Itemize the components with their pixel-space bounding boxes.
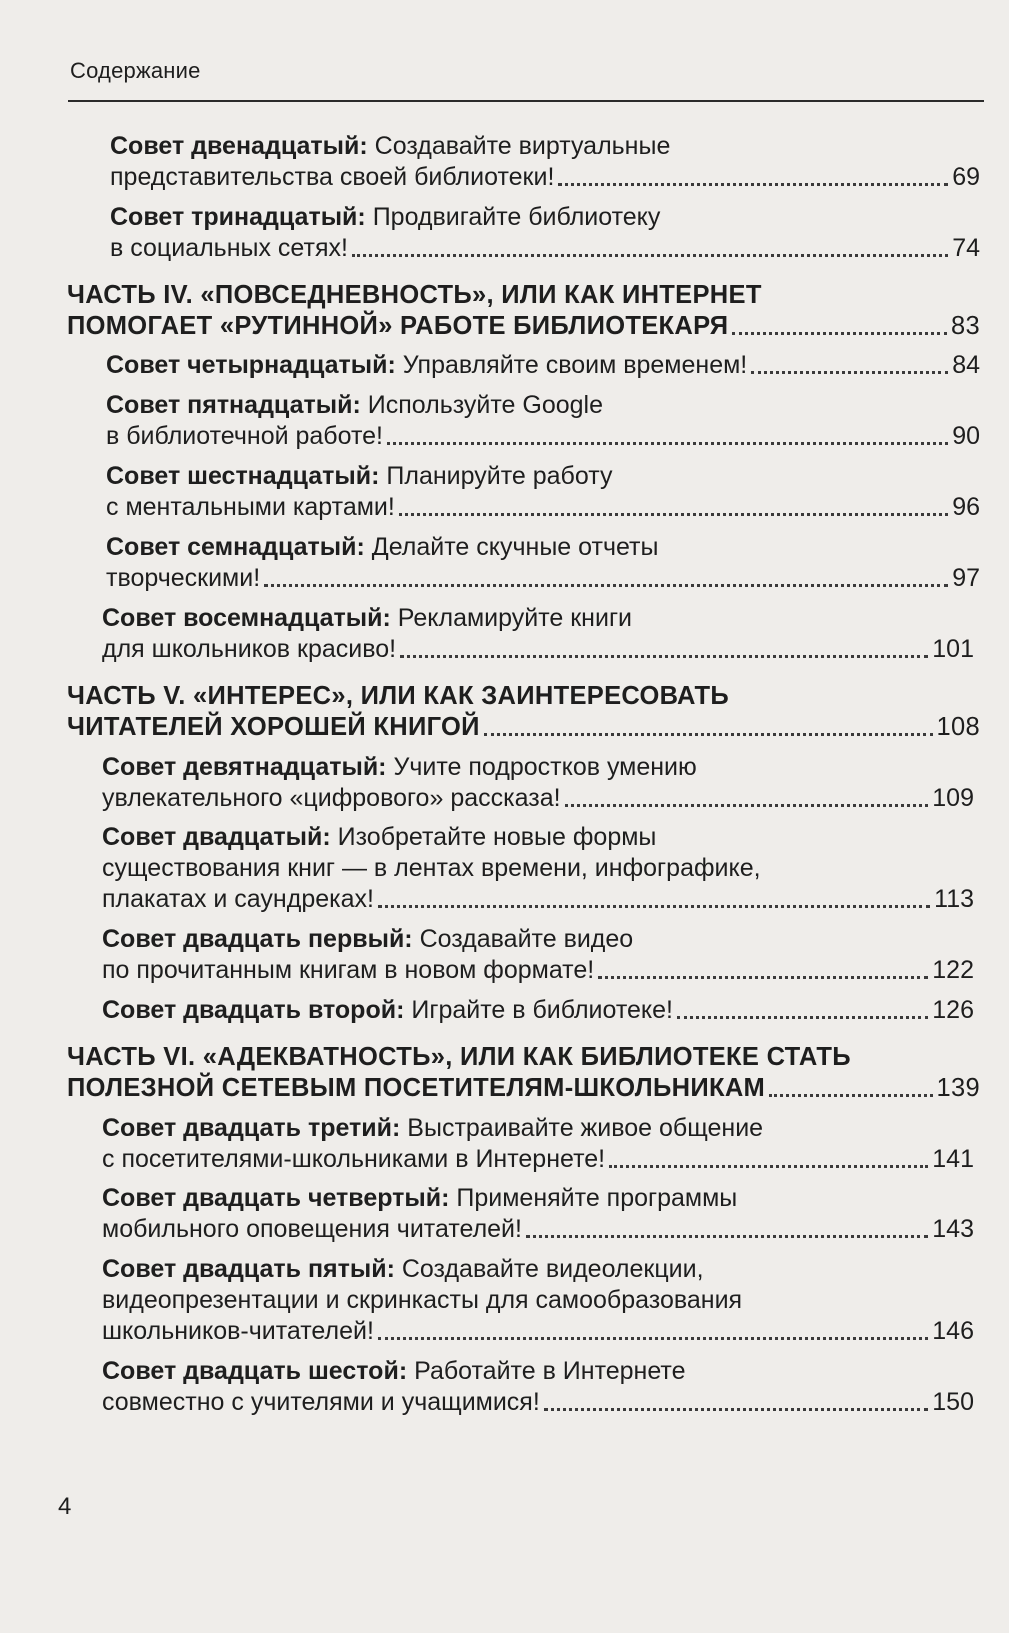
header-rule — [68, 100, 984, 102]
toc-line — [102, 1285, 974, 1316]
toc-line — [67, 712, 980, 743]
tip-label: Совет семнадцатый: — [106, 533, 365, 561]
toc-line — [102, 1113, 974, 1144]
toc-line — [67, 1042, 980, 1073]
tip-title-text: Учите подростков умению — [393, 753, 697, 781]
tip-title-text: Выстраивайте живое общение — [407, 1114, 764, 1142]
dot-leader — [400, 655, 928, 658]
dot-leader — [399, 513, 948, 516]
dot-leader — [526, 1235, 928, 1238]
tip-title-text: плакатах и саундреках! — [102, 885, 374, 913]
toc-page-number: 146 — [932, 1317, 974, 1345]
page-header: Содержание — [70, 58, 201, 83]
toc-line — [102, 1144, 974, 1175]
tip-label: Совет двадцать четвертый: — [102, 1184, 450, 1212]
toc-page-number: 97 — [952, 564, 980, 592]
tip-label: Совет двадцать второй: — [102, 996, 405, 1024]
toc-page-number: 126 — [932, 996, 974, 1024]
toc-part-entry — [67, 1042, 980, 1104]
dot-leader — [769, 1094, 932, 1097]
toc-line — [102, 634, 974, 665]
toc-line — [106, 461, 980, 492]
toc-tip-entry — [110, 202, 980, 264]
dot-leader — [378, 1337, 928, 1340]
toc-line — [106, 492, 980, 523]
part-title-text: ЧАСТЬ V. «ИНТЕРЕС», ИЛИ КАК ЗАИНТЕРЕСОВАТЬ — [67, 682, 730, 710]
dot-leader — [609, 1165, 928, 1168]
toc-page-number: 83 — [951, 312, 980, 340]
tip-title-text: Управляйте своим временем! — [402, 351, 748, 379]
toc-page-number: 143 — [932, 1215, 974, 1243]
tip-title-text: Создавайте видео — [419, 925, 634, 953]
tip-title-text: Планируйте работу — [386, 462, 613, 490]
toc-tip-entry — [106, 350, 980, 381]
toc-page-number: 109 — [932, 784, 974, 812]
toc-line — [106, 421, 980, 452]
toc-line — [110, 131, 980, 162]
tip-title-text: Рекламируйте книги — [397, 604, 633, 632]
tip-title-text: Создавайте виртуальные — [374, 132, 671, 160]
toc-line — [106, 350, 980, 381]
toc-page-number: 108 — [936, 713, 980, 741]
toc-page-number: 139 — [936, 1074, 980, 1102]
toc-line — [102, 924, 974, 955]
dot-leader — [387, 442, 948, 445]
tip-title-text: в библиотечной работе! — [106, 422, 384, 450]
part-title-text: ЧАСТЬ IV. «ПОВСЕДНЕВНОСТЬ», ИЛИ КАК ИНТЕРНЕТ — [67, 281, 762, 309]
toc-line — [106, 532, 980, 563]
toc-line — [67, 280, 980, 311]
tip-title-text: Используйте Google — [367, 391, 604, 419]
tip-label: Совет четырнадцатый: — [106, 351, 396, 379]
dot-leader — [677, 1016, 928, 1019]
toc-line — [102, 1254, 974, 1285]
toc-tip-entry — [102, 995, 974, 1026]
toc-tip-entry — [106, 532, 980, 594]
part-title-text: ПОМОГАЕТ «РУТИННОЙ» РАБОТЕ БИБЛИОТЕКАРЯ — [67, 312, 729, 340]
dot-leader — [732, 332, 947, 335]
toc-tip-entry — [110, 131, 980, 193]
toc-page-number: 74 — [952, 234, 980, 262]
tip-label: Совет девятнадцатый: — [102, 753, 387, 781]
dot-leader — [352, 254, 948, 257]
toc-line — [67, 681, 980, 712]
tip-label: Совет тринадцатый: — [110, 203, 366, 231]
tip-title-text: совместно с учителями и учащимися! — [102, 1388, 540, 1416]
toc-page-number: 90 — [952, 422, 980, 450]
toc-line — [102, 1356, 974, 1387]
tip-label: Совет двадцать первый: — [102, 925, 413, 953]
toc-line — [67, 311, 980, 342]
tip-title-text: видеопрезентации и скринкасты для самообразования — [102, 1286, 743, 1314]
tip-title-text: представительства своей библиотеки! — [110, 163, 555, 191]
dot-leader — [544, 1408, 928, 1411]
toc-line — [106, 563, 980, 594]
tip-title-text: Применяйте программы — [456, 1184, 738, 1212]
dot-leader — [378, 905, 930, 908]
toc-tip-entry — [102, 1113, 974, 1175]
toc-line — [67, 1073, 980, 1104]
tip-title-text: для школьников красиво! — [102, 635, 397, 663]
tip-title-text: Играйте в библиотеке! — [411, 996, 673, 1024]
part-title-text: ЧАСТЬ VI. «АДЕКВАТНОСТЬ», ИЛИ КАК БИБЛИОТЕКЕ СТАТЬ — [67, 1043, 851, 1071]
tip-title-text: с посетителями-школьниками в Интернете! — [102, 1145, 606, 1173]
toc-page-number: 141 — [932, 1145, 974, 1173]
toc-line — [102, 995, 974, 1026]
toc-line — [110, 202, 980, 233]
tip-label: Совет двадцатый: — [102, 823, 331, 851]
toc-tip-entry — [106, 390, 980, 452]
toc-tip-entry — [102, 603, 974, 665]
toc-line — [110, 162, 980, 193]
toc-tip-entry — [106, 461, 980, 523]
tip-label: Совет шестнадцатый: — [106, 462, 380, 490]
tip-title-text: Изобретайте новые формы — [337, 823, 657, 851]
tip-label: Совет двадцать пятый: — [102, 1255, 395, 1283]
tip-title-text: существования книг — в лентах времени, инфографике, — [102, 854, 761, 882]
dot-leader — [484, 733, 933, 736]
tip-label: Совет двенадцатый: — [110, 132, 368, 160]
toc-line — [106, 390, 980, 421]
toc-line — [102, 884, 974, 915]
tip-title-text: Продвигайте библиотеку — [372, 203, 661, 231]
toc-line — [102, 822, 974, 853]
tip-label: Совет пятнадцатый: — [106, 391, 361, 419]
tip-title-text: Делайте скучные отчеты — [371, 533, 659, 561]
toc-page-number: 96 — [952, 493, 980, 521]
tip-title-text: в социальных сетях! — [110, 234, 348, 262]
toc-line — [102, 783, 974, 814]
toc-tip-entry — [102, 1183, 974, 1245]
toc-tip-entry — [102, 924, 974, 986]
toc-line — [102, 1387, 974, 1418]
tip-title-text: мобильного оповещения читателей! — [102, 1215, 522, 1243]
toc-part-entry — [67, 681, 980, 743]
toc-line — [110, 233, 980, 264]
toc-line — [102, 1183, 974, 1214]
tip-label: Совет двадцать третий: — [102, 1114, 401, 1142]
part-title-text: ЧИТАТЕЛЕЙ ХОРОШЕЙ КНИГОЙ — [67, 713, 480, 741]
toc-part-entry — [67, 280, 980, 342]
toc-line — [102, 603, 974, 634]
toc-page-number: 84 — [952, 351, 980, 379]
toc-page-number: 122 — [932, 956, 974, 984]
dot-leader — [751, 371, 948, 374]
tip-title-text: творческими! — [106, 564, 261, 592]
tip-title-text: школьников-читателей! — [102, 1317, 374, 1345]
toc-page-number: 113 — [934, 885, 974, 913]
page-number: 4 — [58, 1493, 72, 1520]
toc-page-number: 69 — [952, 163, 980, 191]
toc-tip-entry — [102, 1356, 974, 1418]
dot-leader — [565, 804, 929, 807]
dot-leader — [558, 183, 948, 186]
tip-title-text: Работайте в Интернете — [414, 1357, 686, 1385]
toc-line — [102, 752, 974, 783]
dot-leader — [598, 976, 928, 979]
toc-line — [102, 955, 974, 986]
toc-page-number: 101 — [932, 635, 974, 663]
toc-tip-entry — [102, 1254, 974, 1347]
toc-tip-entry — [102, 752, 974, 814]
tip-label: Совет восемнадцатый: — [102, 604, 391, 632]
toc-tip-entry — [102, 822, 974, 915]
tip-title-text: увлекательного «цифрового» рассказа! — [102, 784, 561, 812]
tip-title-text: Создавайте видеолекции, — [401, 1255, 704, 1283]
toc-page-number: 150 — [932, 1388, 974, 1416]
dot-leader — [264, 584, 948, 587]
toc-line — [102, 853, 974, 884]
toc-line — [102, 1214, 974, 1245]
part-title-text: ПОЛЕЗНОЙ СЕТЕВЫМ ПОСЕТИТЕЛЯМ-ШКОЛЬНИКАМ — [67, 1074, 766, 1102]
toc-line — [102, 1316, 974, 1347]
tip-label: Совет двадцать шестой: — [102, 1357, 408, 1385]
tip-title-text: по прочитанным книгам в новом формате! — [102, 956, 595, 984]
tip-title-text: с ментальными картами! — [106, 493, 395, 521]
